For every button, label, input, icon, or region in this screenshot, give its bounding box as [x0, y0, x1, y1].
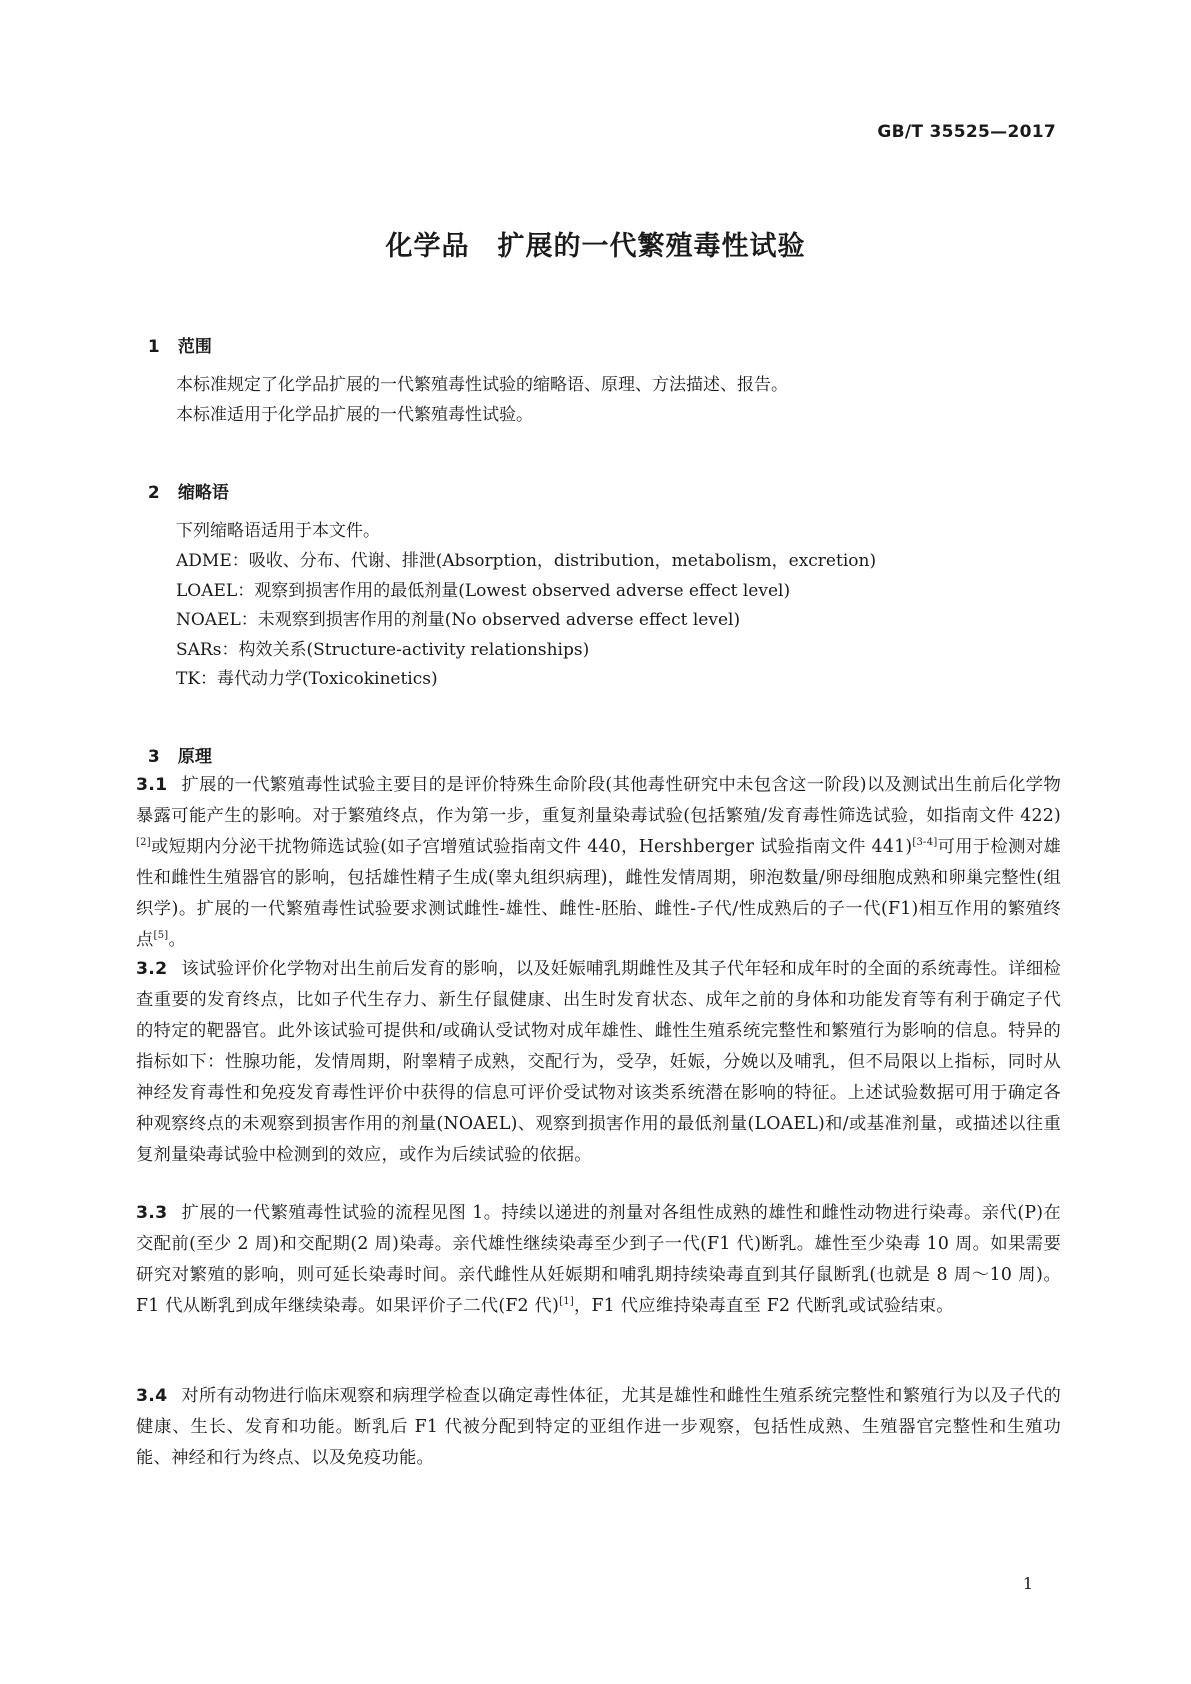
standard-code: GB/T 35525—2017: [877, 122, 1056, 142]
paragraph-number: 3.3: [136, 1203, 168, 1223]
paragraph-number: 3.4: [136, 1386, 168, 1406]
section-title: 原理: [177, 747, 212, 767]
document-title: 化学品 扩展的一代繁殖毒性试验: [385, 231, 806, 262]
paragraph-text: 可用于检测对雄性和雌性生殖器官的影响，包括雄性精子生成(睾丸组织病理)，雌性发情周期，卵泡数量/卵母细胞成熟和卵巢完整性(组织学)。扩展的一代繁殖毒性试验要求测试雌性-雄性、雌性-胚胎、雌性-子代/性成熟后的子一代(F1)相互作用的繁殖终点: [136, 837, 1061, 950]
paragraph-text: 扩展的一代繁殖毒性试验主要目的是评价特殊生命阶段(其他毒性研究中未包含这一阶段)以及测试出生前后化学物暴露可能产生的影响。对于繁殖终点，作为第一步，重复剂量染毒试验(包括繁殖/发育毒性筛选试验，如指南文件 422): [136, 775, 1061, 826]
text-line: 下列缩略语适用于本文件。: [176, 521, 380, 541]
text-line: 本标准规定了化学品扩展的一代繁殖毒性试验的缩略语、原理、方法描述、报告。: [176, 375, 788, 395]
page-number: 1: [1022, 1574, 1033, 1593]
abbreviation-loael: LOAEL：观察到损害作用的最低剂量(Lowest observed adverse effect level): [176, 581, 791, 601]
paragraph-3-2: [136, 954, 1061, 1171]
section-1-heading: [136, 312, 212, 357]
paragraph-text: 该试验评价化学物对出生前后发育的影响，以及妊娠哺乳期雌性及其子代年轻和成年时的全面的系统毒性。详细检查重要的发育终点，比如子代生存力、新生仔鼠健康、出生时发育状态、成年之前的身体和功能发育等有利于确定子代的特定的靶器官。此外该试验可提供和/或确认受试物对成年雄性、雌性生殖系统完整性和繁殖行为影响的信息。特异的指标如下：性腺功能，发情周期，附睾精子成熟，交配行为，受孕，妊娠，分娩以及哺乳，但不局限以上指标，同时从神经发育毒性和免疫发育毒性评价中获得的信息可评价受试物对该类系统潜在影响的特征。上述试验数据可用于确定各种观察终点的未观察到损害作用的剂量(NOAEL)、观察到损害作用的最低剂量(LOAEL)和/或基准剂量，或描述以往重复剂量染毒试验中检测到的效应，或作为后续试验的依据。: [136, 959, 1061, 1165]
paragraph-3-4: [136, 1381, 1061, 1474]
paragraph-text: 或短期内分泌干扰物筛选试验(如子宫增殖试验指南文件 440，Hershberger 试验指南文件 441): [150, 837, 913, 857]
citation-ref: [3-4]: [912, 837, 938, 848]
section-number: 2: [147, 483, 160, 503]
abbreviation-adme: ADME：吸收、分布、代谢、排泄(Absorption，distribution，metabolism，excretion): [176, 551, 877, 571]
section-title: 缩略语: [177, 483, 229, 503]
paragraph-3-1: [136, 770, 1061, 956]
abbreviation-sars: SARs：构效关系(Structure-activity relationships): [176, 640, 590, 660]
section-title: 范围: [177, 337, 212, 357]
citation-ref: [2]: [136, 837, 151, 848]
section-number: 3: [147, 747, 160, 767]
section-2-heading: [136, 458, 229, 503]
abbreviation-noael: NOAEL：未观察到损害作用的剂量(No observed adverse effect level): [176, 610, 741, 630]
citation-ref: [1]: [559, 1296, 574, 1307]
paragraph-text: 对所有动物进行临床观察和病理学检查以确定毒性体征，尤其是雄性和雌性生殖系统完整性和繁殖行为以及子代的健康、生长、发育和功能。断乳后 F1 代被分配到特定的亚组作进一步观察，包括性成熟、生殖器官完整性和生殖功能、神经和行为终点、以及免疫功能。: [136, 1386, 1061, 1468]
paragraph-number: 3.1: [136, 775, 168, 795]
citation-ref: [5]: [153, 930, 169, 941]
paragraph-text: ，F1 代应维持染毒直至 F2 代断乳或试验结束。: [574, 1296, 954, 1316]
abbreviation-tk: TK：毒代动力学(Toxicokinetics): [176, 669, 438, 689]
paragraph-3-3: [136, 1198, 1061, 1322]
paragraph-text: 。: [168, 930, 187, 950]
section-number: 1: [147, 337, 160, 357]
paragraph-text: 扩展的一代繁殖毒性试验的流程见图 1。持续以递进的剂量对各组性成熟的雄性和雌性动物进行染毒。亲代(P)在交配前(至少 2 周)和交配期(2 周)染毒。亲代雄性继续染毒至少到子一代(F1 代)断乳。雄性至少染毒 10 周。如果需要研究对繁殖的影响，则可延长染毒时间。亲代雌性从妊娠期和哺乳期持续染毒直到其仔鼠断乳(也就是 8 周～10 周)。F1 代从断乳到成年继续染毒。如果评价子二代(F2 代): [136, 1203, 1061, 1316]
section-3-heading: [136, 722, 212, 767]
paragraph-number: 3.2: [136, 959, 168, 979]
text-line: 本标准适用于化学品扩展的一代繁殖毒性试验。: [176, 405, 533, 425]
